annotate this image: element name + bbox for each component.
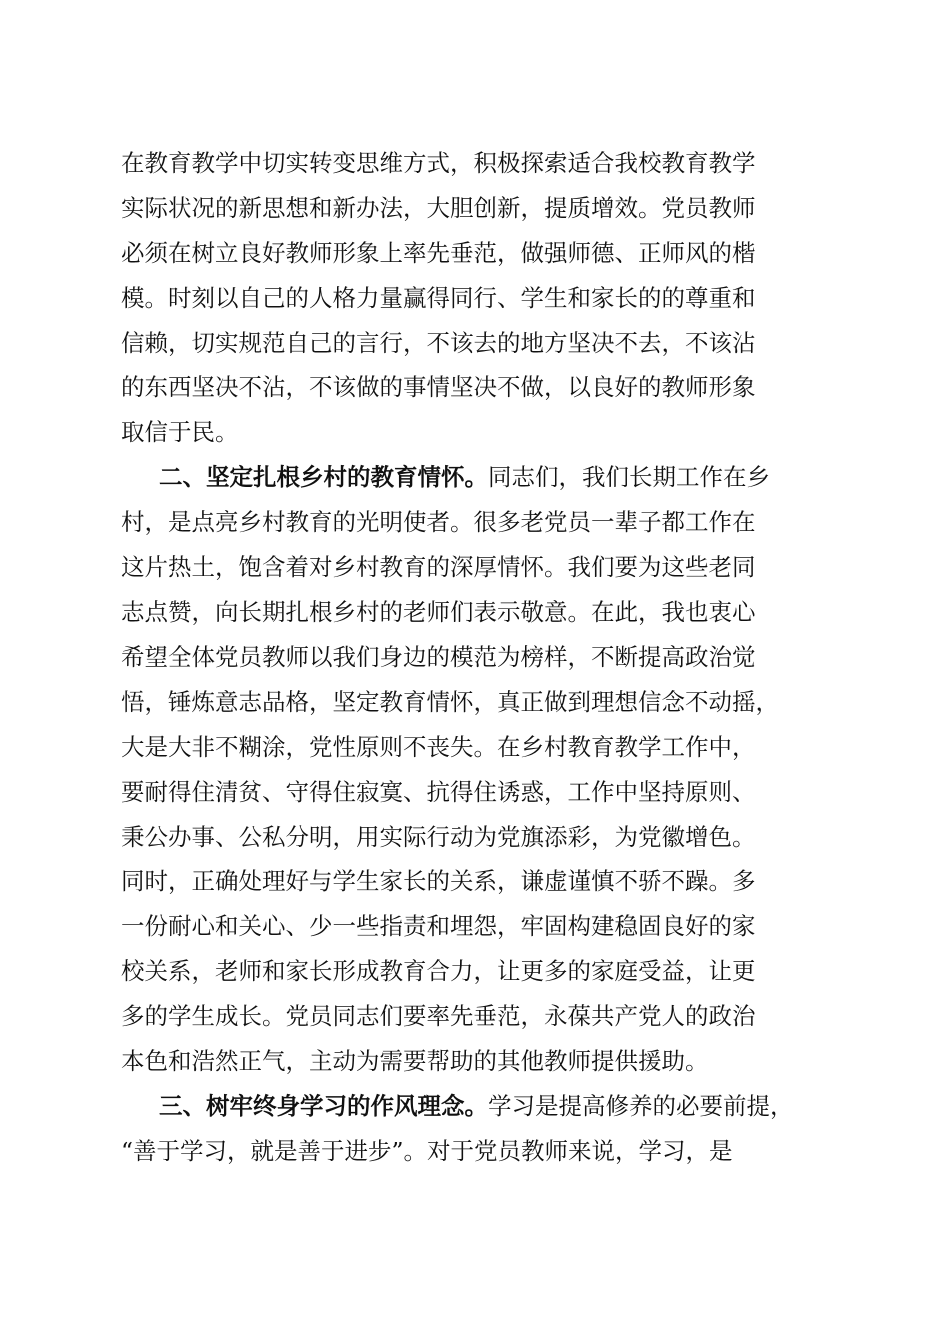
paragraph-line: 秉公办事、公私分明，用实际行动为党旗添彩，为党徽增色。	[121, 823, 756, 851]
section-two-text: 同志们，我们长期工作在乡	[488, 463, 770, 491]
paragraph-line: 村，是点亮乡村教育的光明使者。很多老党员一辈子都工作在	[121, 508, 756, 536]
paragraph-line: 实际状况的新思想和新办法，大胆创新，提质增效。党员教师	[121, 194, 756, 222]
section-three-text: 学习是提高修养的必要前提，	[488, 1092, 794, 1120]
paragraph-line: 模。时刻以自己的人格力量赢得同行、学生和家长的的尊重和	[121, 284, 756, 312]
paragraph-line: 的东西坚决不沾，不该做的事情坚决不做，以良好的教师形象	[121, 373, 756, 401]
paragraph-line: 要耐得住清贫、守得住寂寞、抗得住诱惑，工作中坚持原则、	[121, 778, 756, 806]
paragraph-line: 必须在树立良好教师形象上率先垂范，做强师德、正师风的楷	[121, 239, 756, 267]
paragraph-line: 本色和浩然正气，主动为需要帮助的其他教师提供援助。	[121, 1047, 709, 1075]
paragraph-line: 大是大非不糊涂，党性原则不丧失。在乡村教育教学工作中，	[121, 733, 756, 761]
section-two-heading: 二、坚定扎根乡村的教育情怀。	[159, 463, 488, 491]
paragraph-line: 志点赞，向长期扎根乡村的老师们表示敬意。在此，我也衷心	[121, 598, 756, 626]
paragraph-line: 一份耐心和关心、少一些指责和埋怨，牢固构建稳固良好的家	[121, 912, 756, 940]
paragraph-line: “善于学习，就是善于进步”。对于党员教师来说，学习，是	[121, 1137, 733, 1165]
paragraph-line: 悟，锤炼意志品格，坚定教育情怀，真正做到理想信念不动摇，	[121, 688, 779, 716]
paragraph-line: 同时，正确处理好与学生家长的关系，谦虚谨慎不骄不躁。多	[121, 867, 756, 895]
paragraph-line: 在教育教学中切实转变思维方式，积极探索适合我校教育教学	[121, 149, 756, 177]
paragraph-line: 校关系，老师和家长形成教育合力，让更多的家庭受益，让更	[121, 957, 756, 985]
paragraph-line: 取信于民。	[121, 418, 239, 446]
paragraph-line: 这片热土，饱含着对乡村教育的深厚情怀。我们要为这些老同	[121, 553, 756, 581]
paragraph-line: 多的学生成长。党员同志们要率先垂范，永葆共产党人的政治	[121, 1002, 756, 1030]
section-two-first-line	[159, 455, 770, 499]
paragraph-line: 信赖，切实规范自己的言行，不该去的地方坚决不去，不该沾	[121, 329, 756, 357]
paragraph-line: 希望全体党员教师以我们身边的模范为榜样，不断提高政治觉	[121, 643, 756, 671]
section-three-first-line	[159, 1084, 794, 1128]
section-three-heading: 三、树牢终身学习的作风理念。	[159, 1092, 488, 1120]
